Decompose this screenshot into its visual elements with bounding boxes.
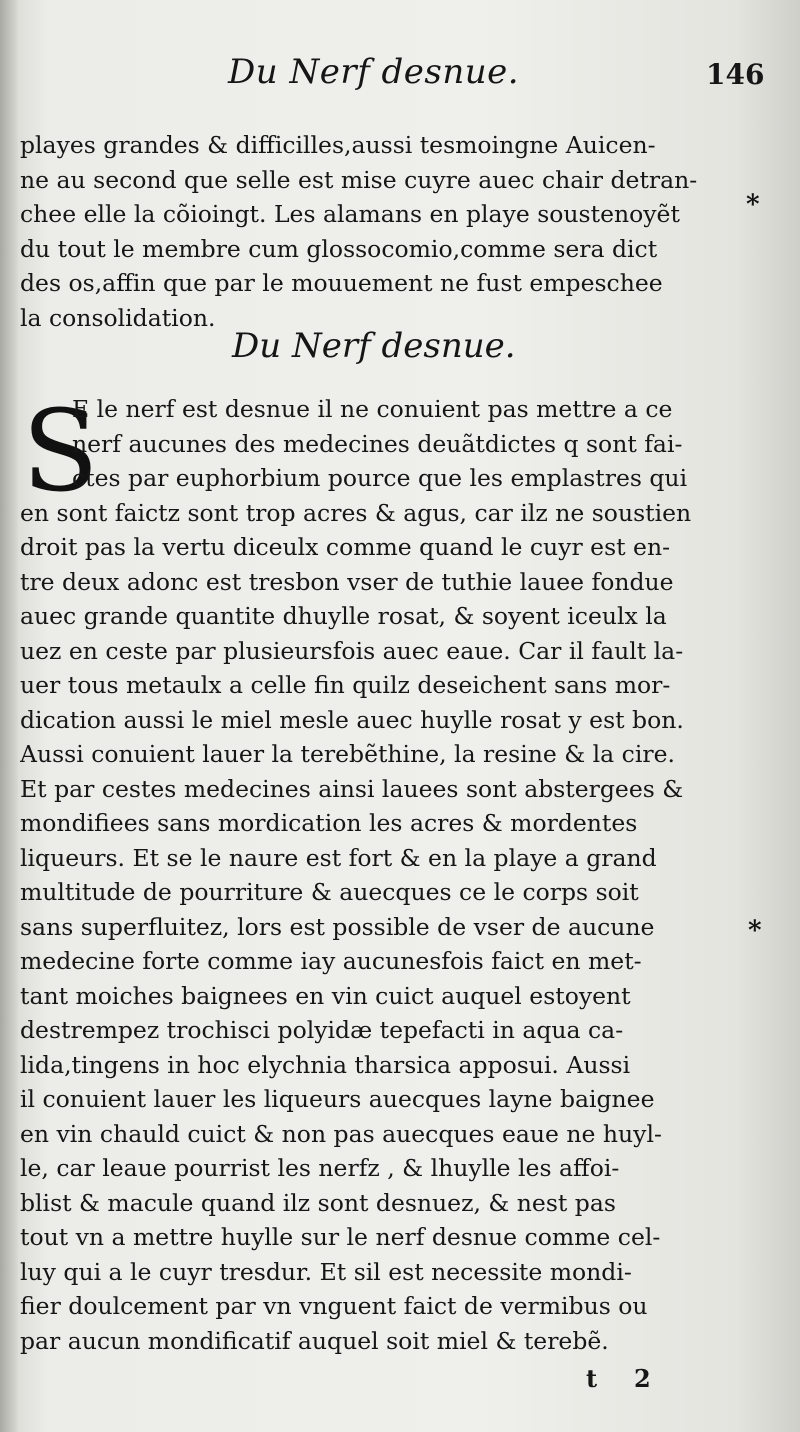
text-line: E le nerf est desnue il ne conuient pas mettre a ce — [72, 395, 673, 423]
text-line: uez en ceste par plusieursfois auec eaue. Car il fault la- — [20, 636, 684, 665]
text-line: luy qui a le cuyr tresdur. Et sil est necessite mondi- — [20, 1257, 632, 1286]
body-paragraph — [20, 387, 742, 1358]
text-line: du tout le membre cum glossocomio,comme sera dict — [20, 234, 658, 263]
page-number: 146 — [706, 58, 765, 91]
page-gutter-shadow — [0, 0, 18, 1432]
text-line: des os,affin que par le mouuement ne fust empeschee — [20, 269, 663, 298]
text-line: destrempez trochisci polyidæ tepefacti in aqua ca- — [20, 1016, 624, 1044]
text-line: fier doulcement par vn vnguent faict de vermibus ou — [20, 1292, 648, 1320]
text-line: blist & macule quand ilz sont desnuez, & nest pas — [20, 1188, 616, 1217]
text-line: la consolidation. — [20, 303, 216, 332]
signature-letter: t — [586, 1364, 598, 1393]
text-line: dication aussi le miel mesle auec huylle rosat y est bon. — [20, 705, 684, 734]
text-line: par aucun mondificatif auquel soit miel & terebẽ. — [20, 1326, 609, 1355]
running-head-title: Du Nerf desnue. — [228, 52, 520, 92]
text-line: tre deux adonc est tresbon vser de tuthie lauee fondue — [20, 567, 674, 596]
text-line: Et par cestes medecines ainsi lauees sont abstergees & — [20, 774, 684, 803]
text-line: auec grande quantite dhuylle rosat, & soyent iceulx la — [20, 602, 667, 630]
text-line: medecine forte comme iay aucunesfois faict en met- — [20, 947, 642, 975]
text-line: le, car leaue pourrist les nerfz , & lhuylle les affoi- — [20, 1154, 620, 1182]
text-line: tant moiches baignees en vin cuict auquel estoyent — [20, 981, 631, 1010]
text-line: chee elle la cõioingt. Les alamans en playe soustenoyẽt — [20, 200, 680, 229]
text-line: ne au second que selle est mise cuyre auec chair detran- — [20, 165, 698, 194]
running-head — [0, 44, 800, 104]
text-line: sans superfluitez, lors est possible de vser de aucune — [20, 912, 655, 941]
text-line: nerf aucunes des medecines deuãtdictes q sont fai- — [72, 429, 683, 458]
intro-paragraph — [20, 128, 742, 336]
text-line: uer tous metaulx a celle fin quilz deseichent sans mor- — [20, 671, 671, 699]
drop-cap: S — [22, 387, 99, 517]
margin-asterisk: * — [748, 916, 762, 946]
signature-number: 2 — [634, 1364, 651, 1393]
section-title: Du Nerf desnue. — [232, 326, 516, 366]
text-line: mondifiees sans mordication les acres & mordentes — [20, 809, 638, 837]
text-line: Aussi conuient lauer la terebẽthine, la resine & la cire. — [20, 740, 675, 768]
text-line: liqueurs. Et se le naure est fort & en la playe a grand — [20, 843, 657, 872]
text-line: droit pas la vertu diceulx comme quand le cuyr est en- — [20, 533, 671, 561]
text-line: playes grandes & difficilles,aussi tesmoingne Auicen- — [20, 131, 656, 159]
text-line: lida,tingens in hoc elychnia tharsica apposui. Aussi — [20, 1050, 631, 1079]
text-line: en vin chauld cuict & non pas auecques eaue ne huyl- — [20, 1119, 662, 1148]
text-line: en sont faictz sont trop acres & agus, car ilz ne soustien — [20, 498, 692, 527]
text-line: ctes par euphorbium pource que les emplastres qui — [72, 464, 688, 492]
text-line: il conuient lauer les liqueurs auecques layne baignee — [20, 1085, 655, 1113]
text-line: tout vn a mettre huylle sur le nerf desnue comme cel- — [20, 1223, 661, 1251]
margin-asterisk: * — [746, 190, 760, 220]
text-line: multitude de pourriture & auecques ce le corps soit — [20, 878, 639, 906]
